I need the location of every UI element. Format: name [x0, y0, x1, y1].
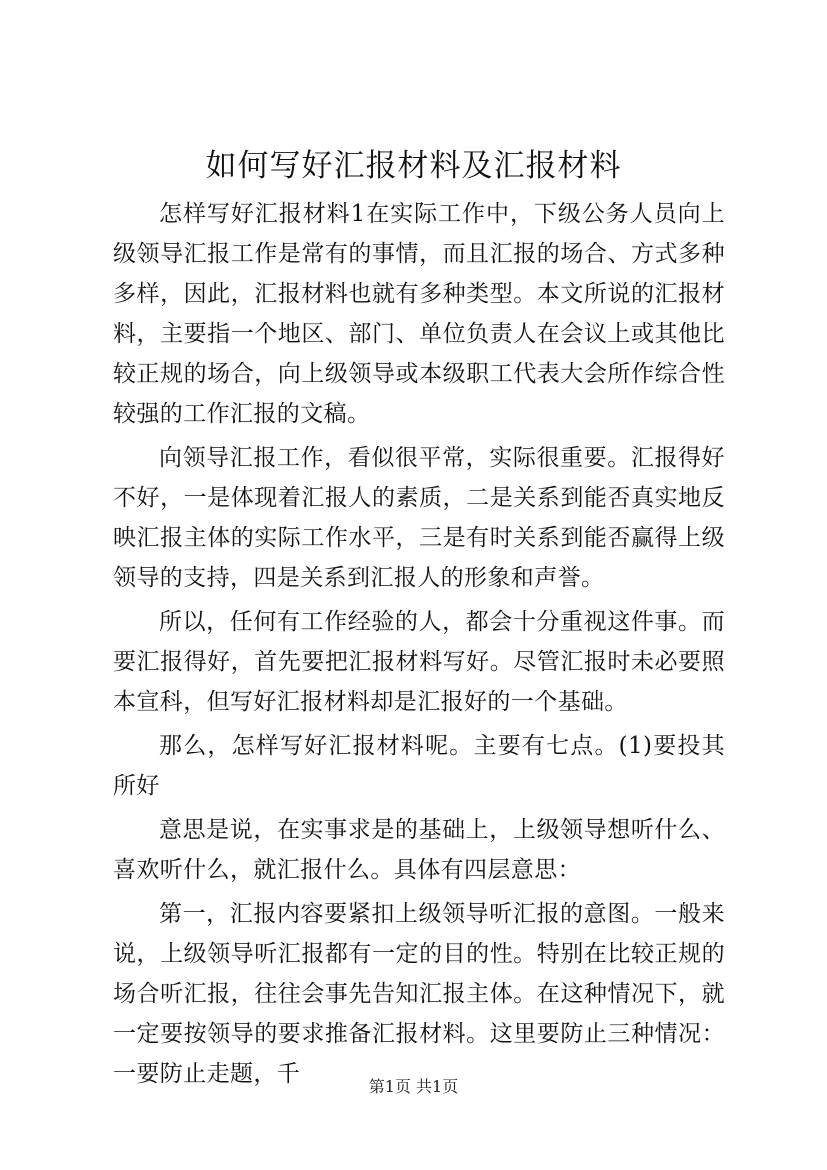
paragraph-5: 意思是说，在实事求是的基础上，上级领导想听什么、喜欢听什么，就汇报什么。具体有四层意思：: [113, 817, 725, 883]
document-body: [113, 194, 725, 1094]
paragraph-2: 向领导汇报工作，看似很平常，实际很重要。汇报得好不好，一是体现着汇报人的素质，二是关系到能否真实地反映汇报主体的实际工作水平，三是有时关系到能否赢得上级领导的支持，四是关系到汇报人的形象和声誉。: [113, 445, 725, 591]
page-footer: [0, 1076, 827, 1098]
paragraph-6: 第一，汇报内容要紧扣上级领导听汇报的意图。一般来说，上级领导听汇报都有一定的目的性。特别在比较正规的场合听汇报，往往会事先告知汇报主体。在这种情况下，就一定要按领导的要求推备汇报材料。这里要防止三种情况：一要防止走题，千: [113, 901, 725, 1087]
document-title: 如何写好汇报材料及汇报材料: [205, 148, 622, 184]
paragraph-4: 那么，怎样写好汇报材料呢。主要有七点。(1)要投其所好: [113, 733, 725, 799]
page-number-label: 第1页 共1页: [368, 1077, 459, 1096]
paragraph-3: 所以，任何有工作经验的人，都会十分重视这件事。而要汇报得好，首先要把汇报材料写好。尽管汇报时未必要照本宣科，但写好汇报材料却是汇报好的一个基础。: [113, 609, 725, 715]
paragraph-1: 怎样写好汇报材料1在实际工作中，下级公务人员向上级领导汇报工作是常有的事情，而且汇报的场合、方式多种多样，因此，汇报材料也就有多种类型。本文所说的汇报材料，主要指一个地区、部门、单位负责人在会议上或其他比较正规的场合，向上级领导或本级职工代表大会所作综合性较强的工作汇报的文稿。: [113, 201, 725, 427]
